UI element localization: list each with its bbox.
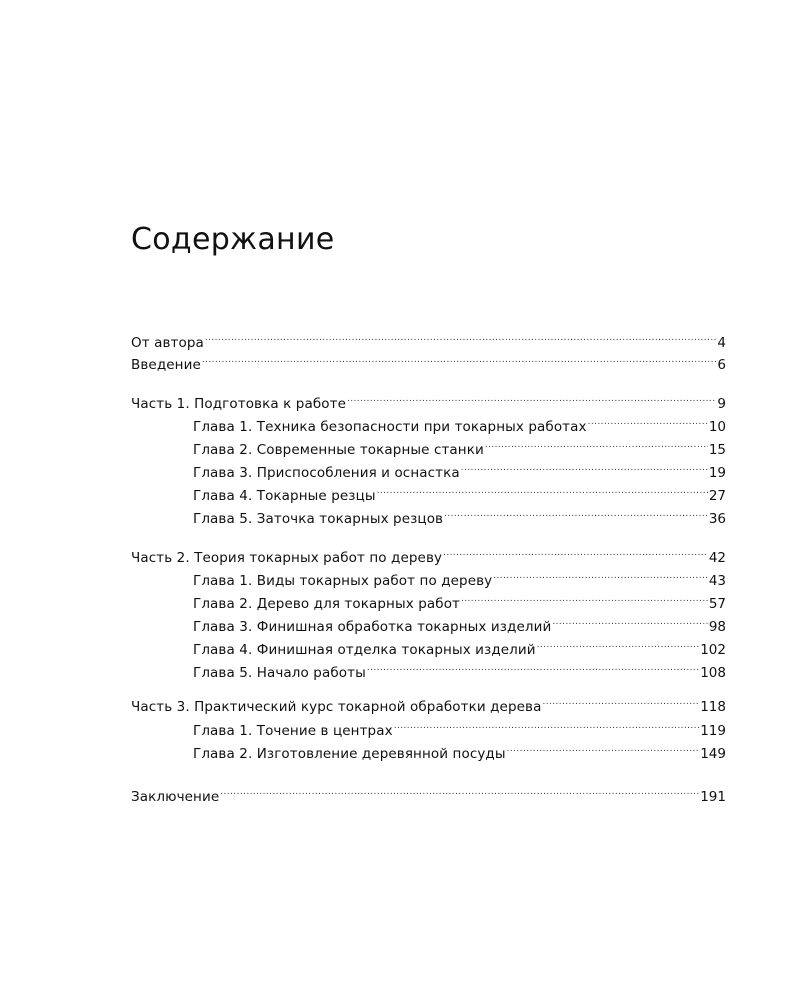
toc-page-number: 36 [708, 511, 726, 527]
toc-page-number: 4 [717, 335, 726, 351]
toc-page-number: 57 [708, 596, 726, 612]
toc-page-number: 98 [708, 619, 726, 635]
toc-page-number: 149 [700, 746, 726, 762]
toc-page-number: 102 [700, 642, 726, 658]
toc-entry-conclusion[interactable] [131, 779, 726, 805]
dot-leader [588, 409, 708, 431]
toc-entry-part-3-chapter-2[interactable] [193, 736, 726, 762]
dot-leader [443, 540, 708, 562]
toc-page-number: 27 [708, 488, 726, 504]
toc-page-number: 43 [708, 573, 726, 589]
toc-entry-part-2[interactable] [131, 540, 726, 566]
dot-leader [485, 432, 708, 454]
toc-entry-title: Часть 3. Практический курс токарной обработки дерева [131, 699, 542, 715]
toc-entry-title: Заключение [131, 789, 220, 805]
toc-page-number: 118 [700, 699, 726, 715]
toc-entry-title: Глава 2. Современные токарные станки [193, 442, 484, 458]
toc-page-number: 15 [708, 442, 726, 458]
dot-leader [461, 455, 708, 477]
toc-entry-title: Глава 4. Финишная отделка токарных изделий [193, 642, 536, 658]
toc-entry-part-1-chapter-1[interactable] [193, 409, 726, 435]
toc-entry-title: Глава 1. Точение в центрах [193, 723, 393, 739]
toc-entry-part-3-chapter-1[interactable] [193, 713, 726, 739]
toc-page-number: 42 [708, 550, 726, 566]
toc-entry-part-1-chapter-2[interactable] [193, 432, 726, 458]
toc-entry-part-1-chapter-4[interactable] [193, 478, 726, 504]
dot-leader [507, 736, 700, 758]
toc-page-number: 10 [708, 419, 726, 435]
toc-entry-part-2-chapter-1[interactable] [193, 563, 726, 589]
dot-leader [220, 779, 699, 801]
toc-page-number: 191 [700, 789, 726, 805]
toc-entry-part-1[interactable] [131, 386, 726, 412]
toc-entry-title: От автора [131, 335, 204, 351]
dot-leader [444, 501, 708, 523]
dot-leader [537, 632, 700, 654]
toc-entry-title: Глава 5. Начало работы [193, 665, 366, 681]
dot-leader [552, 609, 707, 631]
dot-leader [377, 478, 708, 500]
toc-entry-part-1-chapter-3[interactable] [193, 455, 726, 481]
toc-page-number: 119 [700, 723, 726, 739]
toc-entry-part-2-chapter-4[interactable] [193, 632, 726, 658]
toc-entry-title: Часть 2. Теория токарных работ по дереву [131, 550, 443, 566]
toc-entry-part-1-chapter-5[interactable] [193, 501, 726, 527]
toc-entry-introduction[interactable] [131, 347, 726, 373]
toc-entry-title: Глава 3. Финишная обработка токарных изделий [193, 619, 552, 635]
toc-entry-title: Глава 2. Изготовление деревянной посуды [193, 746, 506, 762]
toc-page-number: 108 [700, 665, 726, 681]
toc-entry-title: Глава 1. Виды токарных работ по дереву [193, 573, 493, 589]
toc-entry-title: Глава 1. Техника безопасности при токарных работах [193, 419, 587, 435]
toc-page-number: 19 [708, 465, 726, 481]
dot-leader [542, 689, 699, 711]
dot-leader [367, 655, 699, 677]
toc-entry-title: Введение [131, 357, 201, 373]
dot-leader [461, 586, 708, 608]
dot-leader [394, 713, 700, 735]
toc-entry-part-2-chapter-2[interactable] [193, 586, 726, 612]
toc-entry-from-author[interactable] [131, 325, 726, 351]
toc-entry-title: Глава 5. Заточка токарных резцов [193, 511, 444, 527]
toc-page-number: 6 [717, 357, 726, 373]
dot-leader [347, 386, 716, 408]
page-title: Содержание [131, 222, 335, 257]
toc-entry-title: Глава 3. Приспособления и оснастка [193, 465, 460, 481]
dot-leader [205, 325, 717, 347]
toc-entry-title: Глава 2. Дерево для токарных работ [193, 596, 461, 612]
toc-entry-part-2-chapter-5[interactable] [193, 655, 726, 681]
toc-entry-part-3[interactable] [131, 689, 726, 715]
dot-leader [202, 347, 717, 369]
toc-entry-title: Часть 1. Подготовка к работе [131, 396, 346, 412]
toc-page-number: 9 [717, 396, 726, 412]
toc-entry-part-2-chapter-3[interactable] [193, 609, 726, 635]
toc-entry-title: Глава 4. Токарные резцы [193, 488, 376, 504]
dot-leader [493, 563, 708, 585]
